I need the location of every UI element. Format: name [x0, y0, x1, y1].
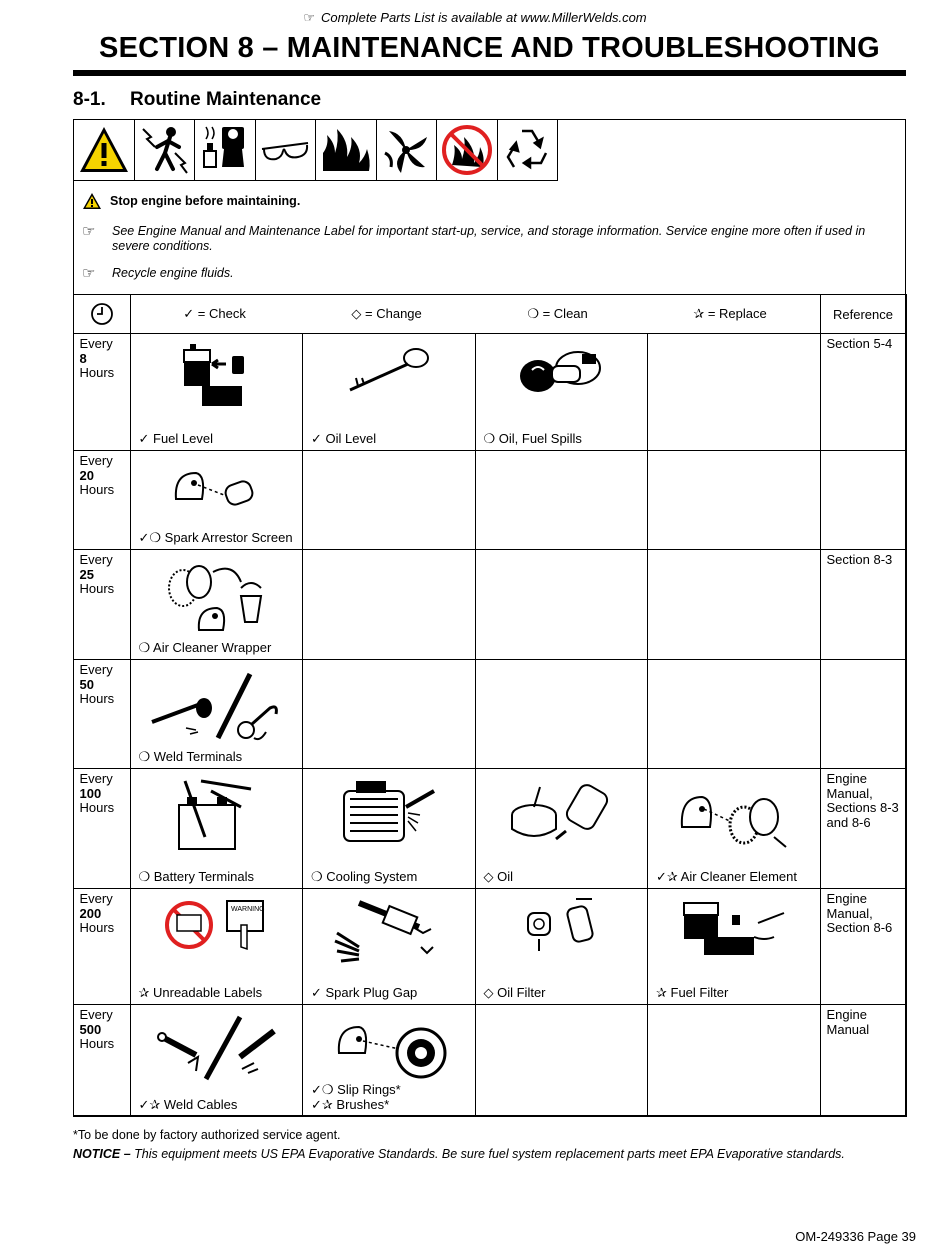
task-label: ❍ Oil, Fuel Spills	[483, 431, 582, 446]
maintenance-schedule-table	[73, 294, 907, 1117]
task-cell	[648, 769, 821, 889]
task-cell	[475, 550, 648, 660]
task-label: ✰ Fuel Filter	[656, 985, 729, 1000]
schedule-body	[73, 334, 906, 1117]
warning-label-icon	[131, 897, 303, 957]
safety-icons-row	[74, 120, 558, 182]
task-label: ❍ Air Cleaner Wrapper	[138, 640, 272, 655]
task-cell	[130, 1005, 303, 1117]
task-cell	[130, 660, 303, 769]
clock-icon	[73, 295, 130, 334]
task-cell	[475, 334, 648, 451]
spill-cleanup-icon	[476, 342, 648, 402]
task-label: ✓ Spark Plug Gap	[311, 985, 418, 1000]
interval-unit: Hours	[79, 800, 115, 815]
page-number: OM-249336 Page 39	[795, 1229, 916, 1244]
weld-terminal-icon	[131, 668, 303, 748]
warning-triangle-small-icon	[82, 192, 102, 210]
task-label: ❍ Weld Terminals	[138, 749, 243, 764]
task-cell	[648, 451, 821, 550]
legend	[130, 295, 820, 334]
spark-plug-icon	[303, 897, 475, 973]
task-cell	[303, 550, 476, 660]
interval-cell	[73, 334, 130, 451]
maintenance-frame	[73, 119, 906, 1116]
moving-parts-icon	[377, 120, 438, 181]
schedule-row	[73, 660, 906, 769]
interval-value: 8	[79, 350, 87, 366]
task-cell	[303, 769, 476, 889]
interval-value: 500	[79, 1021, 102, 1037]
legend-change: ◇ = Change	[351, 306, 422, 321]
section-title: SECTION 8 – MAINTENANCE AND TROUBLESHOOTING	[99, 32, 880, 64]
interval-every: Every	[79, 662, 113, 677]
cooling-system-icon	[303, 777, 475, 857]
task-cell	[130, 451, 303, 550]
engine-fumes-icon	[195, 120, 256, 181]
fuel-filter-icon	[648, 897, 820, 967]
reference-cell	[820, 451, 906, 550]
task-cell	[130, 334, 303, 451]
interval-unit: Hours	[79, 691, 115, 706]
task-label: ✓✰ Weld Cables	[138, 1097, 238, 1112]
interval-cell	[73, 1005, 130, 1117]
stop-engine-note: Stop engine before maintaining.	[82, 192, 900, 210]
interval-cell	[73, 660, 130, 769]
task-label: ✰ Unreadable Labels	[138, 985, 263, 1000]
interval-cell	[73, 451, 130, 550]
pointing-hand-icon: ☞	[82, 223, 96, 240]
title-rule	[73, 70, 906, 76]
interval-unit: Hours	[79, 581, 115, 596]
schedule-row	[73, 334, 906, 451]
reference-cell: Engine Manual, Sections 8-3 and 8-6	[820, 769, 906, 889]
task-cell	[648, 1005, 821, 1117]
interval-cell	[73, 889, 130, 1005]
engine-manual-note: ☞ See Engine Manual and Maintenance Label for important start-up, service, and storage information. Service engine more often if used in severe conditions.	[82, 223, 866, 253]
interval-value: 100	[79, 785, 102, 801]
interval-every: Every	[79, 336, 113, 351]
oil-filter-icon	[476, 897, 648, 957]
interval-unit: Hours	[79, 1036, 115, 1051]
task-cell	[475, 1005, 648, 1117]
subsection-heading	[73, 89, 321, 111]
reference-cell	[820, 660, 906, 769]
schedule-row	[73, 769, 906, 889]
task-cell	[303, 889, 476, 1005]
task-label: ◇ Oil	[483, 869, 513, 884]
interval-cell	[73, 769, 130, 889]
reference-cell: Section 8-3	[820, 550, 906, 660]
parts-list-note: ☞ Complete Parts List is available at www.MillerWelds.com	[303, 10, 647, 25]
recycle-note: ☞ Recycle engine fluids.	[82, 265, 234, 282]
interval-value: 50	[79, 676, 94, 692]
schedule-row	[73, 550, 906, 660]
recycle-icon	[498, 120, 559, 181]
task-label: ✓✰ Air Cleaner Element	[656, 869, 798, 884]
footnote: *To be done by factory authorized service agent.	[73, 1128, 341, 1142]
interval-value: 25	[79, 566, 94, 582]
fire-hazard-icon	[316, 120, 377, 181]
reference-cell: Engine Manual, Section 8-6	[820, 889, 906, 1005]
task-cell	[648, 660, 821, 769]
notice-text: This equipment meets US EPA Evaporative Standards. Be sure fuel system replacement parts meet EPA Evaporative standards.	[130, 1147, 845, 1161]
air-cleaner-element-icon	[648, 777, 820, 857]
epa-notice	[73, 1147, 845, 1161]
battery-terminal-icon	[131, 777, 303, 857]
task-cell	[130, 550, 303, 660]
task-label: ❍ Cooling System	[311, 869, 418, 884]
subsection-title: Routine Maintenance	[130, 89, 322, 110]
interval-cell	[73, 550, 130, 660]
legend-replace: ✰ = Replace	[693, 306, 767, 321]
oil-dipstick-icon	[303, 342, 475, 402]
interval-every: Every	[79, 891, 113, 906]
legend-clean: ❍ = Clean	[527, 306, 588, 321]
task-label: ✓❍ Slip Rings* ✓✰ Brushes*	[311, 1082, 401, 1112]
legend-row	[73, 295, 906, 334]
task-label: ✓ Fuel Level	[138, 431, 213, 446]
task-cell	[648, 550, 821, 660]
weld-cable-icon	[131, 1013, 303, 1083]
task-label: ✓❍ Spark Arrestor Screen	[138, 530, 293, 545]
subsection-number: 8-1.	[73, 89, 106, 110]
interval-unit: Hours	[79, 482, 115, 497]
schedule-row	[73, 1005, 906, 1117]
task-cell	[648, 334, 821, 451]
slip-ring-icon	[303, 1013, 475, 1089]
task-cell	[475, 889, 648, 1005]
task-label: ❍ Battery Terminals	[138, 869, 254, 884]
interval-unit: Hours	[79, 920, 115, 935]
schedule-row	[73, 451, 906, 550]
reference-cell: Section 5-4	[820, 334, 906, 451]
safety-glasses-icon	[256, 120, 317, 181]
electric-shock-icon	[135, 120, 196, 181]
no-open-flame-icon	[437, 120, 498, 181]
interval-value: 200	[79, 905, 102, 921]
task-cell	[303, 660, 476, 769]
task-cell	[475, 769, 648, 889]
interval-every: Every	[79, 453, 113, 468]
interval-every: Every	[79, 1007, 113, 1022]
interval-every: Every	[79, 771, 113, 786]
task-label: ◇ Oil Filter	[483, 985, 546, 1000]
reference-header: Reference	[820, 295, 906, 334]
legend-check: ✓ = Check	[183, 306, 246, 321]
task-cell	[303, 451, 476, 550]
maintenance-notes	[82, 192, 900, 281]
task-cell	[303, 1005, 476, 1117]
spark-arrestor-icon	[131, 459, 303, 519]
interval-value: 20	[79, 467, 94, 483]
fuel-level-icon	[131, 342, 303, 412]
interval-every: Every	[79, 552, 113, 567]
task-cell	[475, 451, 648, 550]
task-cell	[130, 889, 303, 1005]
task-cell	[303, 334, 476, 451]
interval-unit: Hours	[79, 365, 115, 380]
pointing-hand-icon: ☞	[303, 10, 316, 25]
reference-cell: Engine Manual	[820, 1005, 906, 1117]
air-cleaner-wash-icon	[131, 558, 303, 644]
task-label: ✓ Oil Level	[311, 431, 377, 446]
task-cell	[475, 660, 648, 769]
task-cell	[648, 889, 821, 1005]
oil-change-icon	[476, 777, 648, 857]
svg-text:WARNING: WARNING	[231, 906, 265, 913]
warning-triangle-icon	[74, 120, 135, 181]
task-cell	[130, 769, 303, 889]
pointing-hand-icon: ☞	[82, 265, 96, 282]
schedule-row	[73, 889, 906, 1005]
notice-lead: NOTICE –	[73, 1147, 131, 1161]
